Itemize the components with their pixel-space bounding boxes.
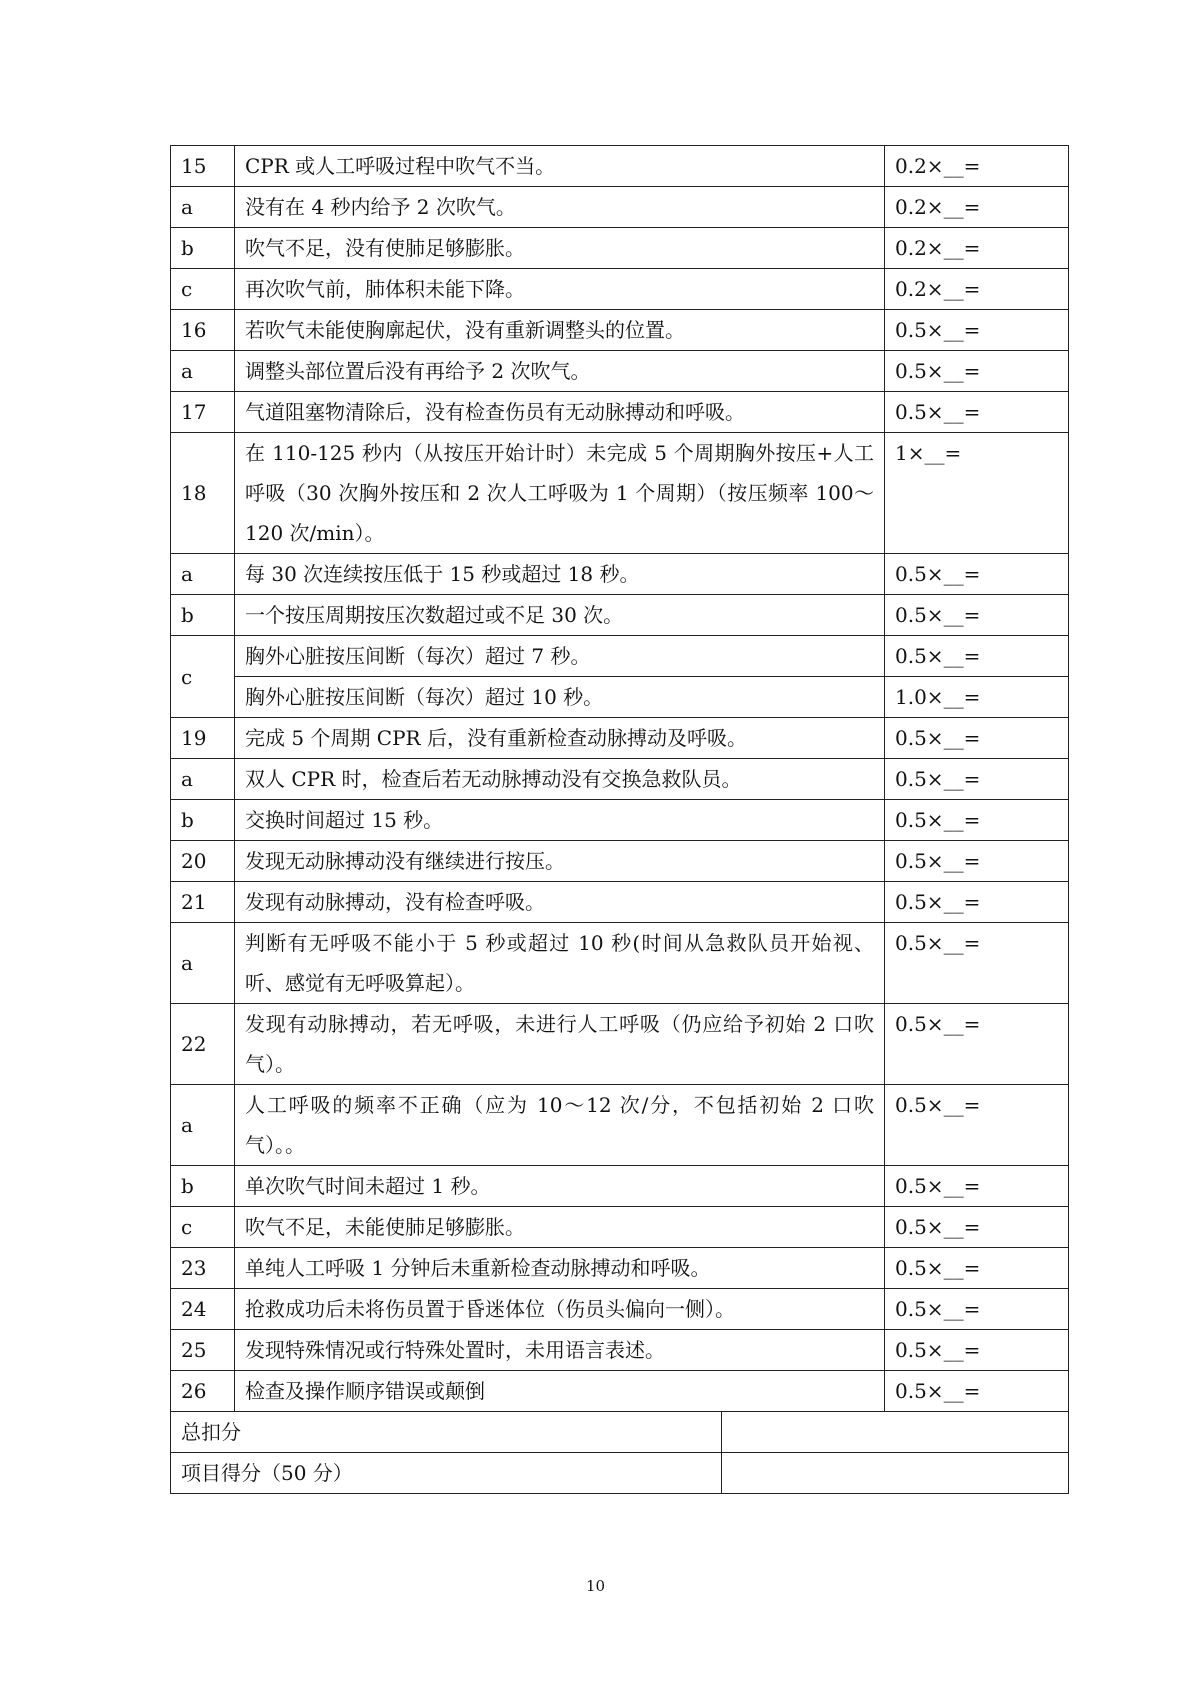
row-description: 若吹气未能使胸廓起伏，没有重新调整头的位置。 <box>235 310 885 351</box>
table-row <box>171 759 1069 800</box>
row-score: 0.5×__= <box>885 554 1069 595</box>
row-description: 调整头部位置后没有再给予 2 次吹气。 <box>235 351 885 392</box>
summary-row <box>171 1412 1069 1453</box>
row-number: 18 <box>171 433 235 554</box>
row-description: 每 30 次连续按压低于 15 秒或超过 18 秒。 <box>235 554 885 595</box>
row-description: 吹气不足，没有使肺足够膨胀。 <box>235 228 885 269</box>
row-score: 0.5×__= <box>885 759 1069 800</box>
row-score: 0.5×__= <box>885 310 1069 351</box>
row-description: 完成 5 个周期 CPR 后，没有重新检查动脉搏动及呼吸。 <box>235 718 885 759</box>
row-number: b <box>171 595 235 636</box>
table-row <box>171 1248 1069 1289</box>
row-description: 再次吹气前，肺体积未能下降。 <box>235 269 885 310</box>
row-score: 1.0×__= <box>885 677 1069 718</box>
table-row <box>171 187 1069 228</box>
row-score: 0.5×__= <box>885 1330 1069 1371</box>
item-score-value <box>722 1453 1069 1494</box>
row-description <box>235 1085 885 1166</box>
row-number: b <box>171 1166 235 1207</box>
table-row <box>171 595 1069 636</box>
row-score: 0.2×__= <box>885 269 1069 310</box>
row-score: 0.5×__= <box>885 351 1069 392</box>
row-number: b <box>171 228 235 269</box>
row-number: 23 <box>171 1248 235 1289</box>
table-row <box>171 1166 1069 1207</box>
row-score: 0.5×__= <box>885 1207 1069 1248</box>
row-score: 0.5×__= <box>885 1289 1069 1330</box>
row-number: 26 <box>171 1371 235 1412</box>
row-description: 发现特殊情况或行特殊处置时，未用语言表述。 <box>235 1330 885 1371</box>
row-score: 0.2×__= <box>885 228 1069 269</box>
row-score: 0.5×__= <box>885 1004 1069 1085</box>
total-deduction-value <box>722 1412 1069 1453</box>
row-number: c <box>171 269 235 310</box>
row-score: 1×__= <box>885 433 1069 554</box>
table-row <box>171 1371 1069 1412</box>
row-score: 0.2×__= <box>885 187 1069 228</box>
row-number: a <box>171 554 235 595</box>
table-row <box>171 146 1069 187</box>
row-description: 吹气不足，未能使肺足够膨胀。 <box>235 1207 885 1248</box>
row-description <box>235 433 885 554</box>
table-row <box>171 841 1069 882</box>
row-number: b <box>171 800 235 841</box>
row-score: 0.5×__= <box>885 392 1069 433</box>
table-row <box>171 636 1069 677</box>
table-row <box>171 228 1069 269</box>
row-score: 0.5×__= <box>885 800 1069 841</box>
table-row <box>171 923 1069 1004</box>
table-row <box>171 882 1069 923</box>
summary-table <box>170 1412 1069 1494</box>
row-number: a <box>171 923 235 1004</box>
table-row <box>171 433 1069 554</box>
row-score: 0.2×__= <box>885 146 1069 187</box>
row-score: 0.5×__= <box>885 1248 1069 1289</box>
row-description: 气道阻塞物清除后，没有检查伤员有无动脉搏动和呼吸。 <box>235 392 885 433</box>
row-description: 交换时间超过 15 秒。 <box>235 800 885 841</box>
row-description: 胸外心脏按压间断（每次）超过 10 秒。 <box>235 677 885 718</box>
table-row <box>171 1207 1069 1248</box>
table-row <box>171 1289 1069 1330</box>
row-number: 24 <box>171 1289 235 1330</box>
row-description-text: 在 110-125 秒内（从按压开始计时）未完成 5 个周期胸外按压+人工呼吸（30 次胸外按压和 2 次人工呼吸为 1 个周期）（按压频率 100～120 次/min）。 <box>245 441 874 545</box>
table-row <box>171 310 1069 351</box>
table-row <box>171 351 1069 392</box>
row-number: c <box>171 1207 235 1248</box>
row-description-text: 发现有动脉搏动，若无呼吸，未进行人工呼吸（仍应给予初始 2 口吹气）。 <box>245 1012 874 1076</box>
row-number: a <box>171 759 235 800</box>
row-description <box>235 1004 885 1085</box>
row-description: CPR 或人工呼吸过程中吹气不当。 <box>235 146 885 187</box>
row-description: 发现无动脉搏动没有继续进行按压。 <box>235 841 885 882</box>
row-description-text: 判断有无呼吸不能小于 5 秒或超过 10 秒(时间从急救队员开始视、听、感觉有无呼吸算起）。 <box>245 931 874 995</box>
table-row <box>171 677 1069 718</box>
table-row <box>171 1330 1069 1371</box>
row-number: 21 <box>171 882 235 923</box>
row-number: 16 <box>171 310 235 351</box>
scoring-table <box>170 145 1069 1412</box>
table-row <box>171 392 1069 433</box>
row-description <box>235 923 885 1004</box>
row-description: 单次吹气时间未超过 1 秒。 <box>235 1166 885 1207</box>
row-number: 22 <box>171 1004 235 1085</box>
row-description: 一个按压周期按压次数超过或不足 30 次。 <box>235 595 885 636</box>
row-score: 0.5×__= <box>885 841 1069 882</box>
row-number: a <box>171 351 235 392</box>
row-number: 15 <box>171 146 235 187</box>
row-number: a <box>171 1085 235 1166</box>
page-number: 10 <box>585 1577 606 1595</box>
row-description: 单纯人工呼吸 1 分钟后未重新检查动脉搏动和呼吸。 <box>235 1248 885 1289</box>
table-row <box>171 554 1069 595</box>
row-score: 0.5×__= <box>885 1085 1069 1166</box>
row-description: 没有在 4 秒内给予 2 次吹气。 <box>235 187 885 228</box>
row-description: 双人 CPR 时，检查后若无动脉搏动没有交换急救队员。 <box>235 759 885 800</box>
row-score: 0.5×__= <box>885 636 1069 677</box>
table-row <box>171 718 1069 759</box>
row-score: 0.5×__= <box>885 1166 1069 1207</box>
row-description: 发现有动脉搏动，没有检查呼吸。 <box>235 882 885 923</box>
summary-row <box>171 1453 1069 1494</box>
row-number: 25 <box>171 1330 235 1371</box>
row-number: 19 <box>171 718 235 759</box>
row-number: 20 <box>171 841 235 882</box>
total-deduction-label: 总扣分 <box>171 1412 722 1453</box>
table-row <box>171 269 1069 310</box>
row-score: 0.5×__= <box>885 595 1069 636</box>
row-number: c <box>171 636 235 718</box>
row-description: 胸外心脏按压间断（每次）超过 7 秒。 <box>235 636 885 677</box>
row-description: 检查及操作顺序错误或颠倒 <box>235 1371 885 1412</box>
row-description: 抢救成功后未将伤员置于昏迷体位（伤员头偏向一侧）。 <box>235 1289 885 1330</box>
row-score: 0.5×__= <box>885 923 1069 1004</box>
table-row <box>171 1004 1069 1085</box>
row-description-text: 人工呼吸的频率不正确（应为 10～12 次/分，不包括初始 2 口吹气）。。 <box>245 1093 874 1157</box>
table-row <box>171 1085 1069 1166</box>
row-number: 17 <box>171 392 235 433</box>
row-score: 0.5×__= <box>885 718 1069 759</box>
table-row <box>171 800 1069 841</box>
row-score: 0.5×__= <box>885 882 1069 923</box>
item-score-label: 项目得分（50 分） <box>171 1453 722 1494</box>
row-number: a <box>171 187 235 228</box>
row-score: 0.5×__= <box>885 1371 1069 1412</box>
